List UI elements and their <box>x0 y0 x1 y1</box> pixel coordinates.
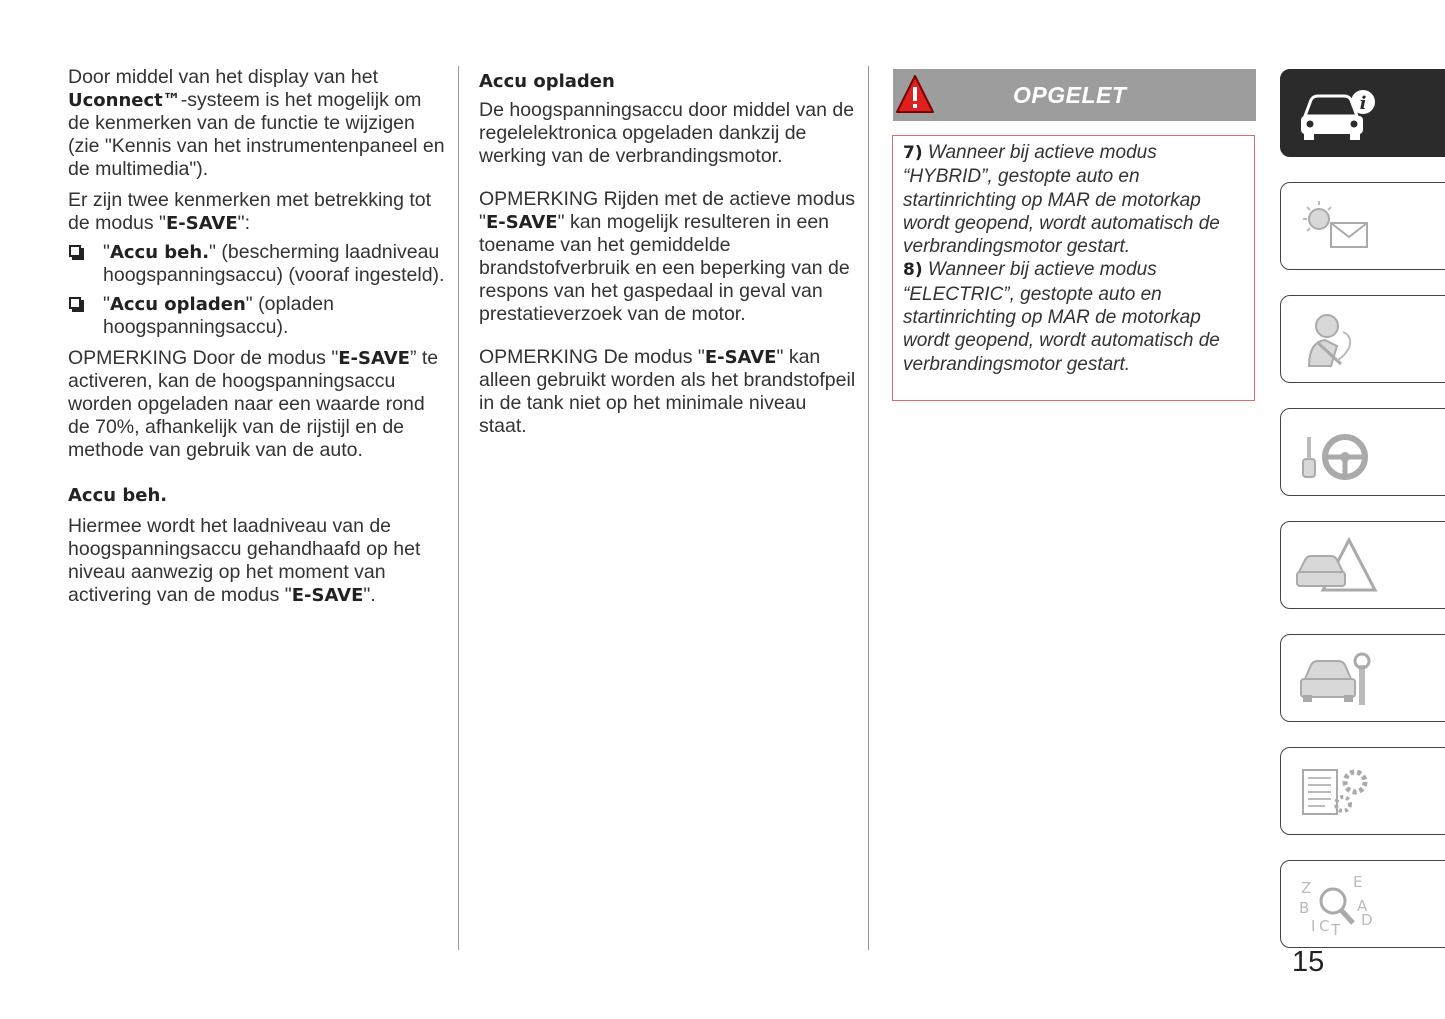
tab-starting-driving[interactable] <box>1280 408 1445 496</box>
svg-text:Z: Z <box>1301 879 1312 897</box>
text-column-2 <box>479 66 857 438</box>
paragraph: OPMERKING De modus "E-SAVE" kan alleen gebruikt worden als het brandstofpeil in de tank niet op het minimale niveau staat. <box>479 346 856 437</box>
car-info-icon <box>1291 76 1381 150</box>
svg-text:B: B <box>1299 899 1310 917</box>
warning-item: 8) Wanneer bij actieve modus “ELECTRIC”, gestopte auto en startinrichting op MAR de motorkap wordt geopend, wordt automatisch de verbrandingsmotor gestart. <box>903 259 1220 375</box>
paragraph: De hoogspanningsaccu door middel van de regelelektronica opgeladen dankzij de werking van de verbrandingsmotor. <box>479 99 855 167</box>
section-heading: Accu beh. <box>68 485 168 506</box>
warning-title: OPGELET <box>1013 82 1127 108</box>
svg-text:I: I <box>1311 917 1316 935</box>
warning-header <box>893 69 1256 121</box>
column-divider <box>458 66 459 950</box>
list-item: "Accu beh." (bescherming laadniveau hoogspanningsaccu) (vooraf ingesteld). <box>68 241 446 287</box>
maintenance-icon <box>1291 641 1381 715</box>
svg-text:C: C <box>1319 917 1330 935</box>
svg-text:A: A <box>1357 897 1368 915</box>
technical-data-icon <box>1291 754 1381 828</box>
tab-dashboard-lights[interactable] <box>1280 182 1445 270</box>
paragraph: OPMERKING Door de modus "E-SAVE” te activeren, kan de hoogspanningsaccu worden opgeladen naar een waarde rond de 70%, afhankelijk van de rijstijl en de methode van gebruik van de auto. <box>68 347 439 461</box>
paragraph: Door middel van het display van het Uconnect™-systeem is het mogelijk om de kenmerken van de functie te wijzigen (zie "Kennis van het instrumentenpaneel en de multimedia"). <box>68 66 445 180</box>
tab-index[interactable] <box>1280 860 1445 948</box>
tab-safety[interactable] <box>1280 295 1445 383</box>
tab-car-info[interactable] <box>1280 69 1445 157</box>
dashboard-lights-icon <box>1291 189 1381 263</box>
tab-technical-data[interactable] <box>1280 747 1445 835</box>
paragraph: OPMERKING Rijden met de actieve modus "E-SAVE" kan mogelijk resulteren in een toename van het gemiddelde brandstofverbruik en een beperking van de respons van het gaspedaal in geval van prestatieverzoek van de motor. <box>479 188 856 325</box>
svg-text:D: D <box>1361 911 1373 929</box>
warning-box <box>892 135 1255 401</box>
section-heading: Accu opladen <box>479 71 615 92</box>
paragraph: Er zijn twee kenmerken met betrekking tot de modus "E-SAVE": <box>68 189 432 234</box>
svg-text:E: E <box>1353 873 1363 891</box>
checkbox-bullet-icon <box>69 245 81 257</box>
tab-emergency[interactable] <box>1280 521 1445 609</box>
safety-airbag-icon <box>1291 302 1381 376</box>
list-item: "Accu opladen" (opladen hoogspanningsaccu). <box>68 293 446 339</box>
emergency-icon <box>1291 528 1381 602</box>
checkbox-bullet-icon <box>69 297 81 309</box>
page-number: 15 <box>1292 946 1325 978</box>
warning-triangle-icon <box>895 73 935 115</box>
text-column-1 <box>68 66 446 607</box>
index-icon <box>1291 867 1381 941</box>
key-steering-wheel-icon <box>1291 415 1381 489</box>
column-divider <box>868 66 869 950</box>
paragraph: Hiermee wordt het laadniveau van de hoogspanningsaccu gehandhaafd op het niveau aanwezig op het moment van activering van de modus "E-SAVE". <box>68 515 421 606</box>
warning-item: 7) Wanneer bij actieve modus “HYBRID”, gestopte auto en startinrichting op MAR de motorkap wordt geopend, wordt automatisch de verbrandingsmotor gestart. <box>903 142 1220 258</box>
svg-text:i: i <box>1359 93 1367 114</box>
tab-maintenance[interactable] <box>1280 634 1445 722</box>
svg-text:T: T <box>1331 921 1341 939</box>
